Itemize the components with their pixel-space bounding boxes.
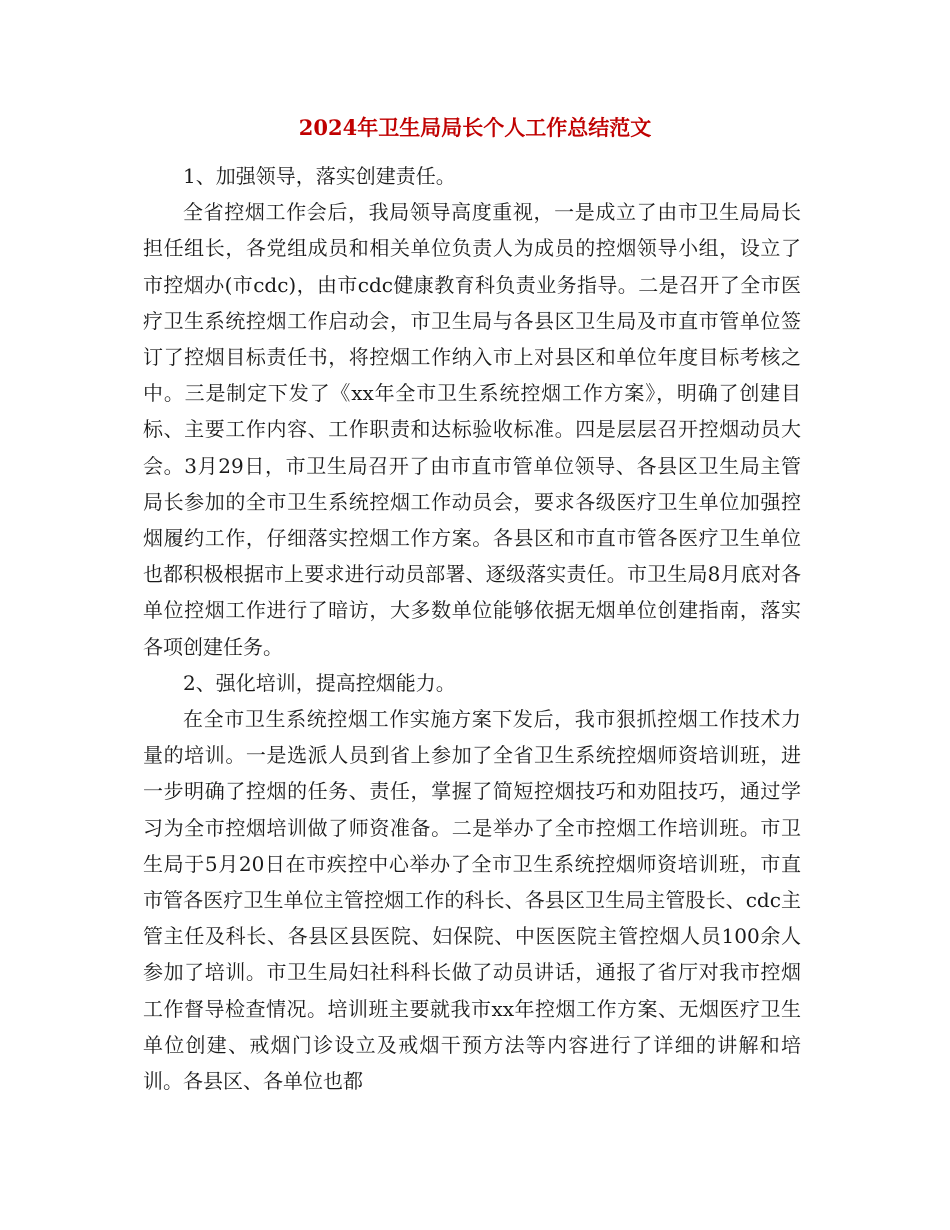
section-heading-2: 2、强化培训，提高控烟能力。 [183, 670, 456, 695]
document-title: 2024年卫生局局长个人工作总结范文 [298, 115, 652, 140]
section-heading-1: 1、加强领导，落实创建责任。 [183, 164, 456, 188]
document-body [143, 158, 801, 1099]
body-paragraph-1: 全省控烟工作会后，我局领导高度重视，一是成立了由市卫生局局长担任组长，各党组成员和相关单位负责人为成员的控烟领导小组，设立了市控烟办(市cdc)，由市cdc健康教育科负责业务指导。二是召开了全市医疗卫生系统控烟工作启动会，市卫生局与各县区卫生局及市直市管单位签订了控烟目标责任书，将控烟工作纳入市上对县区和单位年度目标考核之中。三是制定下发了《xx年全市卫生系统控烟工作方案》，明确了创建目标、主要工作内容、工作职责和达标验收标准。四是层层召开控烟动员大会。3月29日，市卫生局召开了由市直市管单位领导、各县区卫生局主管局长参加的全市卫生系统控烟工作动员会，要求各级医疗卫生单位加强控烟履约工作，仔细落实控烟工作方案。各县区和市直市管各医疗卫生单位也都积极根据市上要求进行动员部署、逐级落实责任。市卫生局8月底对各单位控烟工作进行了暗访，大多数单位能够依据无烟单位创建指南，落实各项创建任务。 [143, 200, 801, 659]
body-paragraph-2: 在全市卫生系统控烟工作实施方案下发后，我市狠抓控烟工作技术力量的培训。一是选派人员到省上参加了全省卫生系统控烟师资培训班，进一步明确了控烟的任务、责任，掌握了简短控烟技巧和劝阻技巧，通过学习为全市控烟培训做了师资准备。二是举办了全市控烟工作培训班。市卫生局于5月20日在市疾控中心举办了全市卫生系统控烟师资培训班，市直市管各医疗卫生单位主管控烟工作的科长、各县区卫生局主管股长、cdc主管主任及科长、各县区县医院、妇保院、中医医院主管控烟人员100余人参加了培训。市卫生局妇社科科长做了动员讲话，通报了省厅对我市控烟工作督导检查情况。培训班主要就我市xx年控烟工作方案、无烟医疗卫生单位创建、戒烟门诊设立及戒烟干预方法等内容进行了详细的讲解和培训。各县区、各单位也都 [143, 707, 801, 1094]
